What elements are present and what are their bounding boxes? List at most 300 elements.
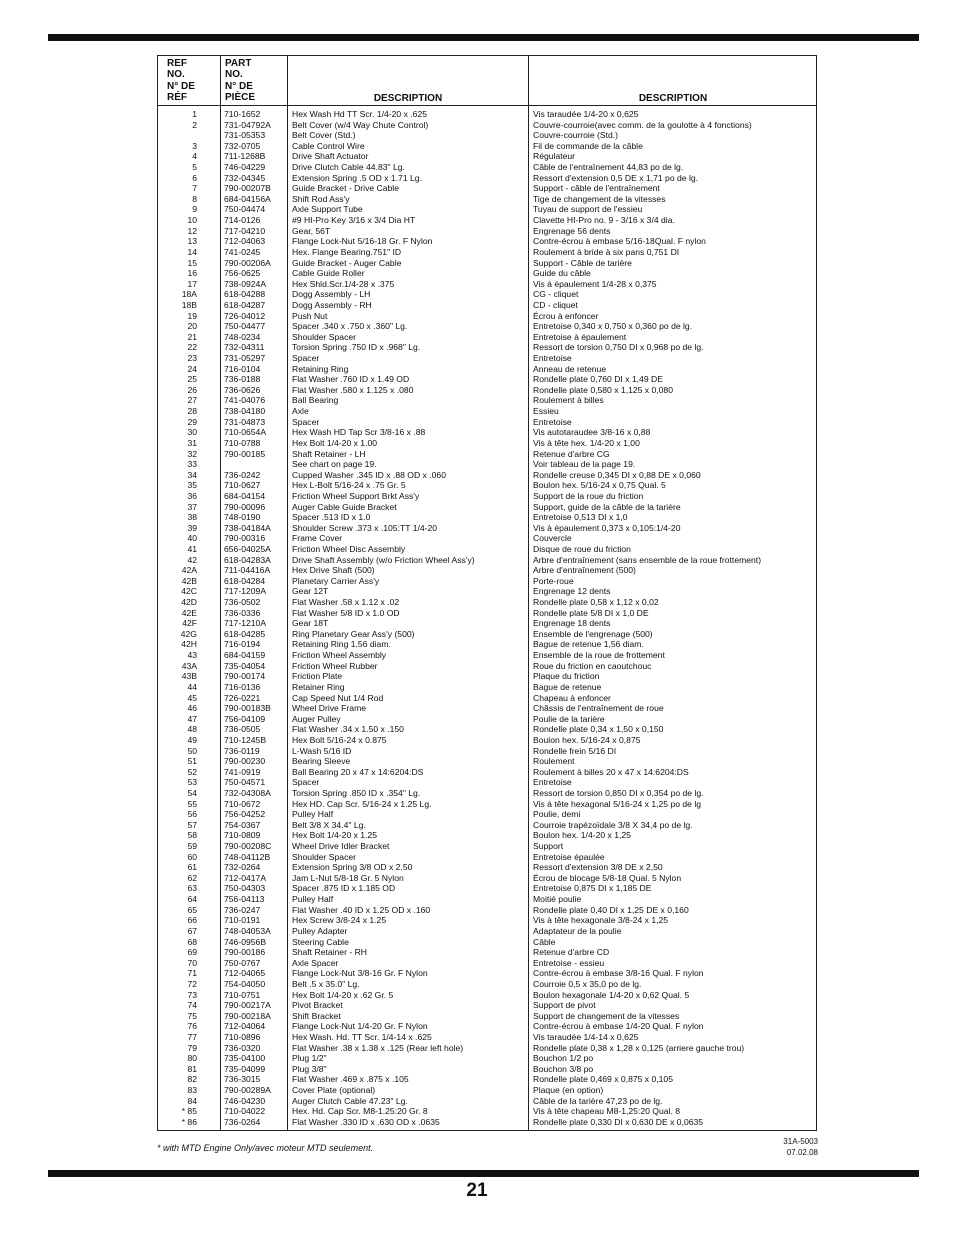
ref-cell: 72 [187,978,197,989]
description-french-cell: Chapeau à enfoncer [533,692,611,703]
description-french-cell: Entretoise épaulée [533,851,605,862]
table-row [158,162,816,173]
description-english-cell: Gear 18T [292,618,329,629]
ref-cell: 55 [187,798,197,809]
table-row [158,618,816,629]
description-french-cell: Rondelle plate 0,58 x 1,12 x 0,02 [533,597,659,608]
table-row [158,491,816,502]
description-french-cell: Vis à tête hex. 1/4-20 x 1,00 [533,437,640,448]
description-english-cell: Shoulder Screw .373 x .105:TT 1/4-20 [292,522,438,533]
ref-cell: 42A [181,565,197,576]
header-divider [158,105,816,106]
parts-table [157,55,817,1131]
table-row [158,385,816,396]
description-english-cell: Spacer .513 ID x 1.0 [292,512,371,523]
table-row [158,438,816,449]
description-english-cell: Drive Shaft Actuator [292,151,369,162]
part-number-cell: 716-0136 [224,681,261,692]
ref-cell: * 86 [181,1116,197,1127]
ref-cell: 42F [182,618,197,629]
ref-cell: 3 [192,140,197,151]
description-english-cell: Drive Clutch Cable 44.83" Lg. [292,162,405,173]
description-english-cell: Ball Bearing [292,395,339,406]
ref-cell: 24 [187,363,197,374]
description-french-cell: Retenue d'arbre CD [533,947,610,958]
description-french-cell: Régulateur [533,151,576,162]
part-number-cell: 790-00174 [224,671,266,682]
part-number-cell: 714-0126 [224,215,261,226]
ref-cell: 17 [187,278,197,289]
table-row [158,353,816,364]
table-row [158,109,816,120]
part-number-cell: 736-0264 [224,1116,261,1127]
description-french-cell: Ensemble de la roue de frottement [533,650,665,661]
part-number-cell: 717-1209A [224,586,267,597]
part-number-cell: 748-0190 [224,512,261,523]
ref-cell: 8 [192,193,197,204]
part-number-cell: 756-0625 [224,268,261,279]
ref-cell: 33 [187,459,197,470]
part-number-cell: 684-04156A [224,193,271,204]
ref-cell: 21 [187,331,197,342]
description-french-cell: Rondelle plate 0,469 x 0,875 x 0,105 [533,1074,673,1085]
part-number-cell: 736-0119 [224,745,260,756]
ref-cell: 43A [181,660,197,671]
ref-cell: 9 [192,204,197,215]
part-number-cell: 790-00218A [224,1010,271,1021]
table-row [158,767,816,778]
ref-cell: 51 [187,756,197,767]
part-number-cell: 710-0627 [224,480,261,491]
table-row [158,1053,816,1064]
page-number: 21 [466,1180,488,1201]
description-english-cell: Hex. Hd. Cap Scr. M8-1.25:20 Gr. 8 [292,1106,428,1117]
part-number-cell: 736-0247 [224,904,261,915]
description-french-cell: Ressort de torsion 0,850 DI x 0,354 po de lg. [533,788,704,798]
description-french-cell: Support de la roue du friction [533,490,644,501]
description-french-cell: CD - cliquet [533,299,578,310]
bottom-rule [48,1170,919,1177]
part-number-cell: 731-05353 [224,130,266,141]
table-row [158,629,816,640]
part-number-cell: 736-0626 [224,384,261,395]
ref-cell: 20 [187,321,197,332]
description-french-cell: Rondelle plate 5/8 DI x 1,0 DE [533,607,649,618]
part-number-cell: 790-00185 [224,448,266,459]
description-english-cell: Hex Wash HD Tap Scr 3/8-16 x .88 [292,427,426,438]
ref-cell: 43 [187,650,197,661]
description-english-cell: Flange Lock-Nut 3/8-16 Gr. F Nylon [292,968,428,979]
table-body [158,109,816,1128]
part-number-cell: 754-0367 [224,819,261,830]
part-number-cell: 746-04229 [224,162,266,173]
ref-cell: 65 [187,904,197,915]
table-row [158,777,816,788]
top-rule [48,34,919,41]
header-part-no: PART NO. N° DE PIÈCE [225,58,256,103]
description-french-cell: Engrenage 18 dents [533,618,611,629]
description-english-cell: Spacer [292,353,320,364]
part-number-cell: 726-0221 [224,692,261,703]
description-english-cell: Wheel Drive Idler Bracket [292,841,390,852]
ref-cell: 40 [187,533,197,544]
description-english-cell: Flat Washer .580 x 1.125 x .080 [292,384,414,395]
part-number-cell: 790-00316 [224,533,266,544]
description-english-cell: Spacer .875 ID x 1.185 OD [292,883,396,894]
description-english-cell: Jam L-Nut 5/8-18 Gr. 5 Nylon [292,872,404,883]
ref-cell: 70 [187,957,197,968]
part-number-cell: 710-04022 [224,1106,266,1117]
part-number-cell: 790-00183B [224,703,271,714]
description-french-cell: Contre-écrou à embase 3/8-16 Qual. F nylon [533,968,704,979]
part-number-cell: 618-04285 [224,628,266,639]
part-number-cell: 732-04308A [224,788,271,798]
description-french-cell: Bouchon 3/8 po [533,1063,594,1074]
description-english-cell: Cable Control Wire [292,140,365,151]
table-row [158,279,816,290]
description-english-cell: Flat Washer .760 ID x 1.49 OD [292,374,410,385]
table-row [158,703,816,714]
description-english-cell: Friction Wheel Disc Assembly [292,543,406,554]
part-number-cell: 736-0188 [224,374,261,385]
description-french-cell: Tuyau de support de l'essieu [533,204,643,215]
description-english-cell: Friction Wheel Assembly [292,650,387,661]
table-row [158,1117,816,1128]
part-number-cell: 684-04159 [224,650,266,661]
description-french-cell: Arbre d'entraînement (sans ensemble de la roue frottement) [533,554,762,565]
description-english-cell: Shaft Retainer - LH [292,448,366,459]
description-english-cell: Flat Washer .330 ID x .630 OD x .0635 [292,1116,440,1127]
ref-cell: 26 [187,384,197,395]
table-row [158,321,816,332]
header-ref-no: REF NO. N° DE RÉF [167,58,195,103]
part-number-cell: 748-04053A [224,925,271,936]
table-row [158,693,816,704]
description-english-cell: Plug 1/2" [292,1053,327,1064]
description-english-cell: Axle Spacer [292,957,339,968]
part-number-cell: 710-0809 [224,830,261,841]
description-french-cell: Rondelle creuse 0,345 DI x 0,88 DE x 0,060 [533,469,701,480]
table-row [158,342,816,353]
ref-cell: 60 [187,851,197,862]
part-number-cell: 756-04113 [224,894,265,905]
table-row [158,1096,816,1107]
ref-cell: 53 [187,777,197,788]
table-row [158,1032,816,1043]
part-number-cell: 618-04288 [224,289,266,300]
part-number-cell: 731-04873 [224,416,266,427]
table-row [158,862,816,873]
description-english-cell: Friction Plate [292,671,343,682]
part-number-cell: 710-1245B [224,734,267,745]
ref-cell: 71 [187,968,197,979]
description-english-cell: Shoulder Spacer [292,331,357,342]
description-french-cell: Écrou de blocage 5/8-18 Qual. 5 Nylon [533,872,682,883]
table-row [158,1011,816,1022]
ref-cell: 63 [187,883,197,894]
description-english-cell: Flat Washer .40 ID x 1.25 OD x .160 [292,904,431,915]
table-row [158,427,816,438]
part-number-cell: 790-00206A [224,257,271,268]
ref-cell: 1 [192,109,197,119]
ref-cell: 69 [187,947,197,958]
description-french-cell: Boulon hexagonale 1/4-20 x 0,62 Qual. 5 [533,989,690,1000]
description-english-cell: Axle Support Tube [292,204,363,215]
description-french-cell: Entretoise [533,416,572,427]
part-number-cell: 750-0767 [224,957,261,968]
description-english-cell: Push Nut [292,310,328,321]
description-english-cell: Belt Cover (Std.) [292,130,356,141]
description-french-cell: Entretoise [533,777,572,788]
description-french-cell: CG - cliquet [533,289,579,300]
description-english-cell: Flat Washer 5/8 ID x 1.0 OD [292,607,400,618]
part-number-cell: 756-04109 [224,713,266,724]
description-english-cell: Auger Pulley [292,713,341,724]
ref-cell: 15 [187,257,197,268]
description-english-cell: Pulley Adapter [292,925,348,936]
description-english-cell: Shoulder Spacer [292,851,357,862]
ref-cell: 44 [187,681,197,692]
ref-cell: 42C [181,586,197,597]
description-english-cell: Belt 3/8 X 34.4" Lg. [292,819,366,830]
description-french-cell: Ressort d'extension 0,5 DE x 1,71 po de lg. [533,172,699,183]
description-english-cell: Extension Spring .5 OD x 1.71 Lg. [292,172,422,183]
description-english-cell: Retaining Ring 1.56 diam. [292,639,391,650]
table-row [158,1000,816,1011]
table-row [158,852,816,863]
ref-cell: 30 [187,427,197,438]
ref-cell: 49 [187,734,197,745]
table-row [158,300,816,311]
table-row [158,586,816,597]
description-english-cell: Torsion Spring .750 ID x .968" Lg. [292,342,421,353]
description-english-cell: Retaining Ring [292,363,349,374]
part-number-cell: 790-00208C [224,841,272,852]
description-french-cell: Support de pivot [533,1000,596,1011]
table-row [158,247,816,258]
part-number-cell: 736-0320 [224,1042,261,1053]
description-french-cell: Rondelle plate 0,330 DI x 0,630 DE x 0,0635 [533,1116,704,1127]
table-row [158,937,816,948]
table-row [158,756,816,767]
ref-cell: 37 [187,501,197,512]
ref-cell: 58 [187,830,197,841]
part-number-cell: 735-04100 [224,1053,266,1064]
ref-cell: 4 [192,151,197,162]
ref-cell: 28 [187,406,197,417]
part-number-cell: 750-04477 [224,321,266,332]
ref-cell: 81 [187,1063,197,1074]
description-english-cell: Hex Bolt 1/4-20 x 1.25 [292,830,378,841]
table-row [158,608,816,619]
description-french-cell: Support [533,841,564,852]
table-row [158,883,816,894]
ref-cell: 73 [187,989,197,1000]
description-english-cell: Flat Washer .58 x 1.12 x .02 [292,597,400,608]
part-number-cell: 712-0417A [224,872,267,883]
description-french-cell: Boulon hex. 5/16-24 x 0,875 [533,734,641,745]
table-row [158,480,816,491]
table-row [158,215,816,226]
part-number-cell: 750-04571 [224,777,266,788]
part-number-cell: 746-04230 [224,1095,266,1106]
part-number-cell: 684-04154 [224,490,266,501]
ref-cell: 16 [187,268,197,279]
part-number-cell: 790-00230 [224,756,266,767]
part-number-cell: 736-0505 [224,724,261,735]
table-row [158,597,816,608]
part-number-cell: 731-04792A [224,119,271,130]
description-english-cell: Auger Clutch Cable 47.23" Lg. [292,1095,408,1106]
description-french-cell: Roulement à billes [533,395,604,406]
part-number-cell: 710-0191 [224,915,261,926]
description-french-cell: Courroie trapézoïdale 3/8 X 34,4 po de lg. [533,819,693,830]
description-french-cell: Boulon hex. 1/4-20 x 1,25 [533,830,631,841]
description-english-cell: Flat Washer .469 x .875 x .105 [292,1074,409,1085]
ref-cell: 34 [187,469,197,480]
description-french-cell: Roulement [533,756,575,767]
ref-cell: 41 [187,543,197,554]
ref-cell: 42H [181,639,197,650]
table-row [158,120,816,131]
ref-cell: 54 [187,788,197,798]
table-row [158,1106,816,1117]
part-number-cell: 790-00096 [224,501,266,512]
ref-cell: 12 [187,225,197,236]
description-french-cell: Adaptateur de la poulie [533,925,622,936]
description-english-cell: Guide Bracket - Auger Cable [292,257,402,268]
ref-cell: 77 [187,1032,197,1043]
description-french-cell: Vis autotaraudee 3/8-16 x 0,88 [533,427,651,438]
table-row [158,788,816,799]
description-french-cell: Ressort de torsion 0,750 DI x 0,968 po de lg. [533,342,704,353]
description-french-cell: Rondelle plate 0,760 DI x 1,49 DE [533,374,663,385]
ref-cell: 42 [187,554,197,565]
description-french-cell: Câble [533,936,556,947]
ref-cell: 75 [187,1010,197,1021]
ref-cell: 13 [187,236,197,247]
part-number-cell: 738-04184A [224,522,271,533]
table-row [158,1043,816,1054]
part-number-cell: 716-0104 [224,363,261,374]
part-number-cell: 710-0672 [224,798,261,809]
description-french-cell: Plaque (en option) [533,1085,604,1096]
part-number-cell: 710-0788 [224,437,261,448]
description-french-cell: Câble de la tarière 47,23 po de lg. [533,1095,663,1106]
table-row [158,682,816,693]
description-english-cell: Pivot Bracket [292,1000,343,1011]
part-number-cell: 717-04210 [224,225,266,236]
table-row [158,1085,816,1096]
ref-cell: 50 [187,745,197,756]
description-english-cell: Hex Wash. Hd. TT Scr. 1/4-14 x .625 [292,1032,432,1043]
ref-cell: 62 [187,872,197,883]
description-french-cell: Plaque du friction [533,671,600,682]
part-number-cell: 726-04012 [224,310,266,321]
ref-cell: 35 [187,480,197,491]
ref-cell: 42D [181,597,197,608]
table-row [158,905,816,916]
ref-cell: 39 [187,522,197,533]
description-english-cell: Cap Speed Nut 1/4 Rod [292,692,384,703]
table-row [158,841,816,852]
part-number-cell: 756-04252 [224,809,266,820]
description-french-cell: Vis à épaulement 0,373 x 0,105:1/4-20 [533,522,681,533]
description-english-cell: Cupped Washer .345 ID x .88 OD x .060 [292,469,446,480]
part-number-cell: 716-0194 [224,639,261,650]
ref-cell: 18A [181,289,197,300]
description-english-cell: Ring Planetary Gear Ass'y (500) [292,628,415,639]
part-number-cell: 738-04180 [224,406,266,417]
description-english-cell: Shift Rod Ass'y [292,193,350,204]
description-french-cell: Entretoise [533,353,572,364]
part-number-cell: 711-04416A [224,565,271,576]
table-row [158,459,816,470]
table-row [158,947,816,958]
description-english-cell: Flange Lock-Nut 1/4-20 Gr. F Nylon [292,1021,428,1032]
ref-cell: 31 [187,437,197,448]
description-french-cell: Porte-roue [533,575,574,586]
table-row [158,512,816,523]
part-number-cell: 741-0245 [224,246,261,257]
table-row [158,926,816,937]
description-english-cell: Pulley Half [292,894,334,905]
table-row [158,332,816,343]
ref-cell: 61 [187,862,197,873]
ref-cell: 27 [187,395,197,406]
description-english-cell: Flat Washer .38 x 1.38 x .125 (Rear left hole) [292,1042,464,1053]
description-english-cell: Gear 12T [292,586,329,597]
part-number-cell: 712-04063 [224,236,266,247]
table-row [158,1064,816,1075]
part-number-cell: 738-0924A [224,278,267,289]
description-french-cell: Poulie, demi [533,809,581,820]
ref-cell: 7 [192,183,197,194]
ref-cell: 5 [192,162,197,173]
description-english-cell: Ball Bearing 20 x 47 x 14:6204:DS [292,766,424,777]
description-french-cell: Écrou à enfoncer [533,310,599,321]
ref-cell: 59 [187,841,197,852]
table-row [158,417,816,428]
description-english-cell: Dogg Assembly - LH [292,289,371,300]
description-french-cell: Vis taraudée 1/4-14 x 0,625 [533,1032,639,1043]
description-english-cell: Cover Plate (optional) [292,1085,376,1096]
table-row [158,714,816,725]
description-english-cell: L-Wash 5/16 ID [292,745,352,756]
ref-cell: 80 [187,1053,197,1064]
description-french-cell: Poulie de la tarière [533,713,605,724]
part-number-cell: 750-04474 [224,204,266,215]
table-row [158,799,816,810]
part-number-cell: 618-04283A [224,554,271,565]
table-row [158,735,816,746]
description-french-cell: Guide du câble [533,268,591,279]
table-row [158,502,816,513]
ref-cell: 48 [187,724,197,735]
table-row [158,639,816,650]
part-number-cell: 710-0896 [224,1032,261,1043]
description-french-cell: Tige de changement de la vitesses [533,193,666,204]
description-french-cell: Bague de retenue 1,56 diam. [533,639,644,650]
table-row [158,1074,816,1085]
table-row [158,555,816,566]
description-english-cell: Cable Guide Roller [292,268,365,279]
table-row [158,173,816,184]
table-row [158,395,816,406]
description-french-cell: Vis à tête hexagonale 3/8-24 x 1,25 [533,915,669,926]
part-number-cell: 741-04076 [224,395,266,406]
table-row [158,661,816,672]
